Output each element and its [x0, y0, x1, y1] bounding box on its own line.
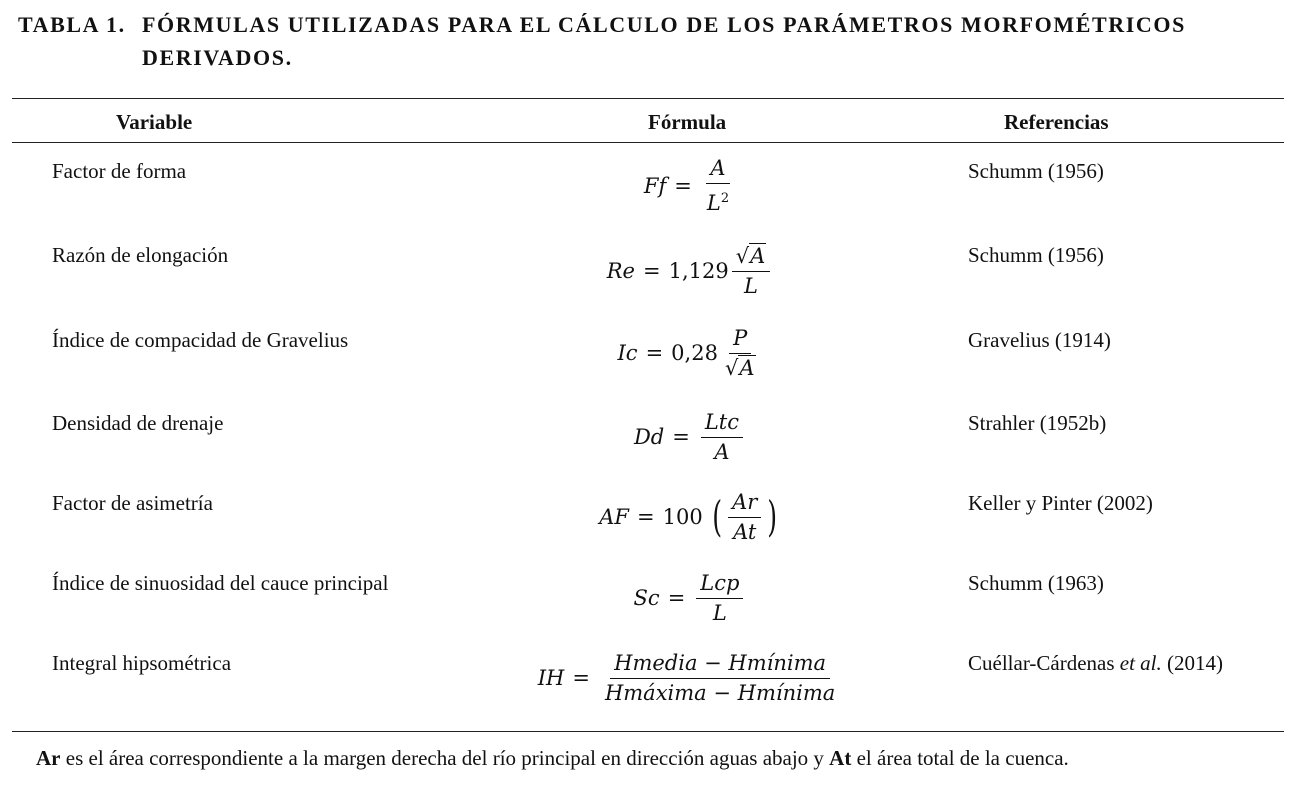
reference-authors: Cuéllar-Cárdenas	[968, 651, 1115, 675]
reference-etal: et al.	[1119, 651, 1162, 675]
variable-cell: Densidad de drenaje	[52, 411, 224, 435]
reference-cell: Keller y Pinter (2002)	[968, 491, 1153, 515]
formula-cell	[540, 407, 840, 467]
formula-ih: IH = $\frac{\text{Hmedia − Hmínima}}{\text{Hmáxima − Hmínima}}$	[538, 651, 843, 706]
variable-cell: Razón de elongación	[52, 243, 229, 267]
formula-numerator: Lcp	[696, 571, 743, 599]
formula-cell	[537, 648, 840, 708]
reference-year: (2014)	[1167, 651, 1224, 675]
formula-denominator: L	[712, 600, 727, 625]
formula-numerator: P	[729, 326, 751, 354]
formula-ic: Ic = 0,28 $\frac{P}{√A}$	[617, 325, 755, 380]
formula-numerator: A	[750, 243, 766, 268]
reference-cell: Schumm (1963)	[968, 571, 1104, 595]
reference-cell: Schumm (1956)	[968, 159, 1104, 183]
formula-numerator: Ar	[728, 490, 761, 518]
formula-numerator: A	[706, 156, 729, 184]
header-formula: Fórmula	[648, 110, 727, 134]
bottom-rule	[12, 731, 1284, 732]
formula-numerator: Hmedia − Hmínima	[610, 651, 830, 679]
formula-denominator: A	[739, 355, 755, 380]
variable-cell: Integral hipsométrica	[52, 651, 232, 675]
formula-lhs: Dd	[633, 425, 665, 449]
formula-cell	[540, 487, 840, 547]
footnote-term-at: At	[829, 746, 852, 770]
formula-denominator: A	[714, 439, 730, 464]
formula-numerator: Ltc	[701, 410, 743, 438]
footnote-text: es el área correspondiente a la margen derecha del río principal en dirección aguas abajo y	[60, 746, 830, 770]
variable-cell: Factor de forma	[52, 159, 187, 183]
formula-lhs: AF	[599, 505, 630, 529]
reference-cell: Schumm (1956)	[968, 243, 1104, 267]
formula-coefficient: 1,129	[668, 259, 729, 283]
formula-dd: Dd = $\frac{\text{Ltc}}{A}$	[634, 410, 746, 465]
formula-cell	[540, 568, 840, 628]
formula-sc: Sc = $\frac{\text{Lcp}}{L}$	[634, 571, 747, 626]
formula-cell	[540, 156, 840, 216]
table-label: TABLA 1.	[18, 12, 126, 37]
reference-cell: Gravelius (1914)	[968, 328, 1111, 352]
formula-lhs: Re	[606, 259, 635, 283]
formula-denominator: L	[706, 191, 721, 215]
formula-cell	[540, 323, 840, 383]
formula-lhs: Ff	[643, 174, 667, 198]
formula-af: AF = 100 ( $\frac{Ar}{At}$ )	[599, 489, 778, 544]
formula-lhs: IH	[537, 666, 565, 690]
formula-lhs: Ic	[617, 341, 638, 365]
variable-cell: Factor de asimetría	[52, 491, 213, 515]
header-rule	[12, 142, 1284, 143]
formula-cell	[540, 241, 840, 301]
formula-ff: Ff = $\frac{A}{L^2}$	[643, 156, 730, 215]
header-variable: Variable	[116, 110, 193, 134]
formula-denominator: Hmáxima − Hmínima	[604, 680, 836, 705]
footnote-term-ar: Ar	[36, 746, 61, 770]
formula-lhs: Sc	[633, 586, 660, 610]
variable-cell: Índice de compacidad de Gravelius	[52, 328, 349, 352]
formula-exponent: 2	[720, 191, 730, 206]
top-rule	[12, 98, 1284, 99]
table-title: FÓRMULAS UTILIZADAS PARA EL CÁLCULO DE LOS PARÁMETROS MORFOMÉTRICOS DERIVADOS.	[142, 12, 1186, 70]
table-footnote	[36, 746, 1069, 771]
footnote-text: el área total de la cuenca.	[851, 746, 1069, 770]
reference-cell: Strahler (1952b)	[968, 411, 1107, 435]
formula-denominator: L	[744, 273, 758, 298]
reference-cell	[968, 651, 1223, 676]
header-references: Referencias	[1004, 110, 1109, 134]
formula-coefficient: 100	[662, 505, 703, 529]
formula-denominator: At	[733, 519, 757, 544]
formula-coefficient: 0,28	[671, 341, 718, 365]
formula-re: Re = 1,129 $\frac{√A}{L}$	[607, 244, 774, 299]
variable-cell: Índice de sinuosidad del cauce principal	[52, 571, 389, 595]
